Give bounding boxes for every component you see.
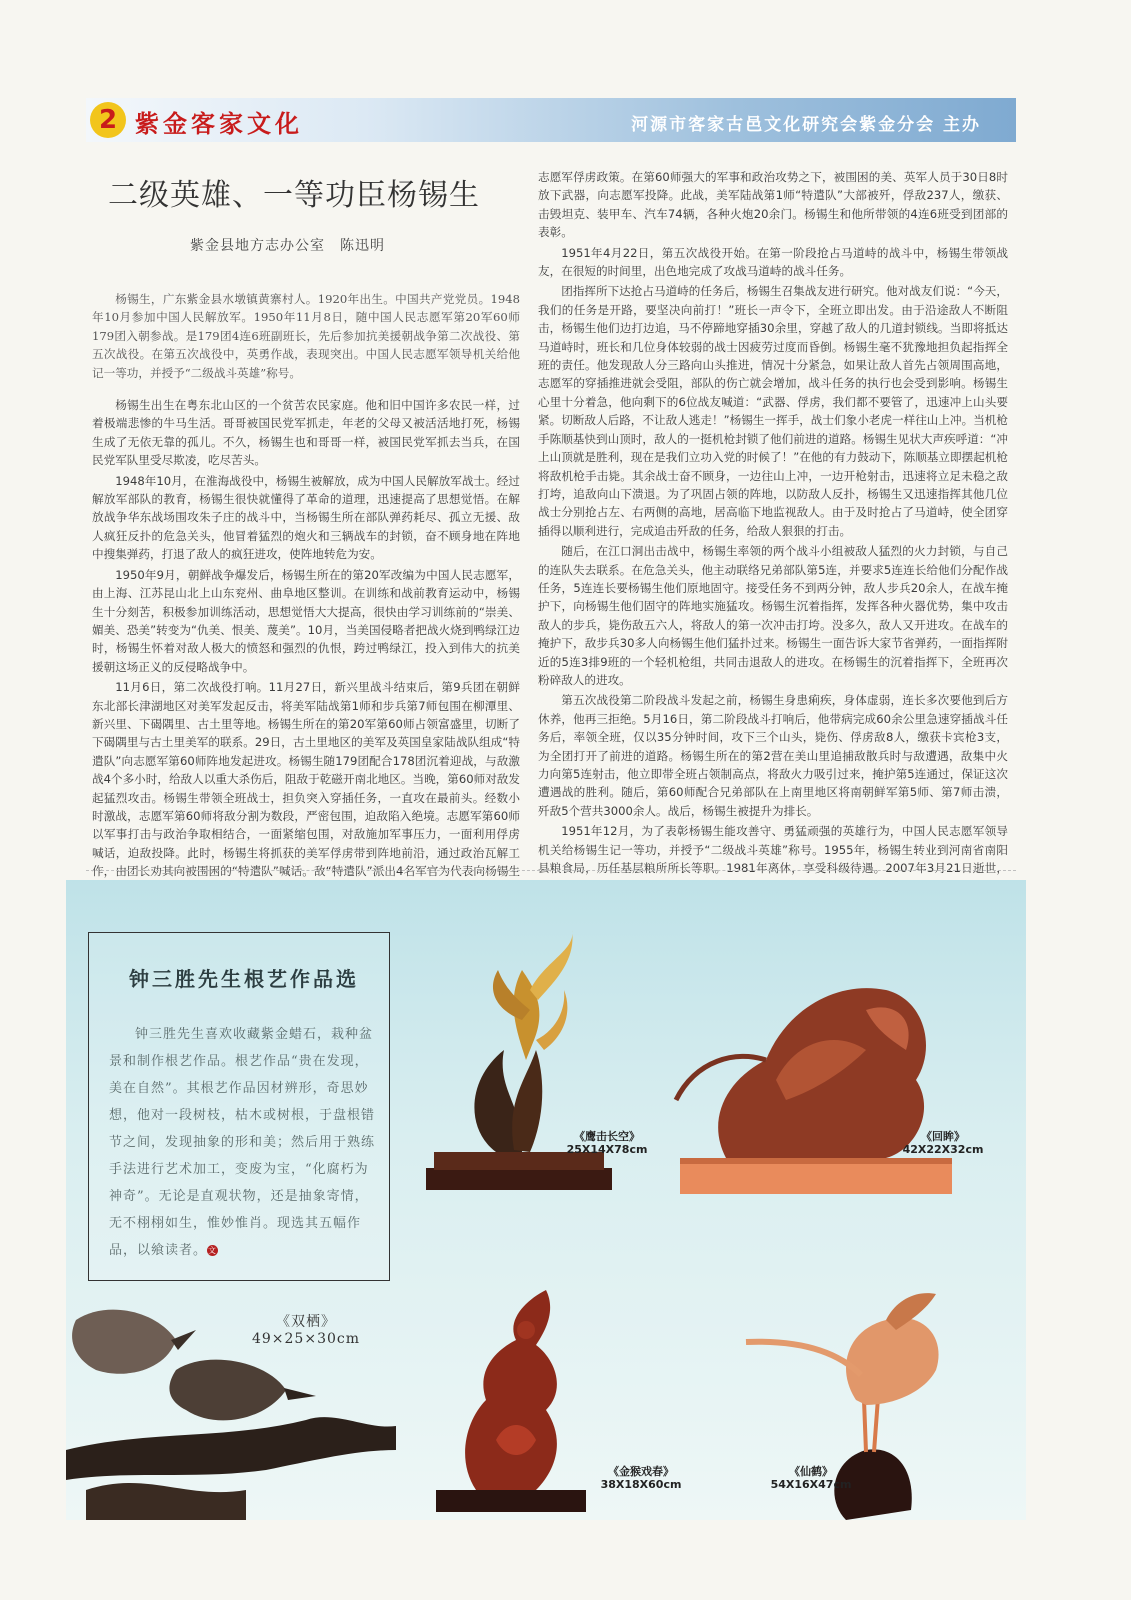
look-back-sculpture-photo	[666, 930, 966, 1200]
article-paragraph: 志愿军俘虏政策。在第60师强大的军事和政治攻势之下，被围困的美、英军人员于30日8时放下武器，向志愿军投降。此战，美军陆战第1师“特遣队”大部被歼，俘敌237人，缴获、击毁坦克、装甲车、汽车74辆，各种火炮20余门。杨锡生和他所带领的4连6班受到团部的表彰。	[538, 170, 1008, 240]
article-paragraph: 1948年10月，在淮海战役中，杨锡生被解放，成为中国人民解放军战士。经过解放军部队的教育，杨锡生很快就懂得了革命的道理，迅速提高了思想觉悟。在解放战争华东战场围攻朱子庄的战斗中，当杨锡生所在部队弹药耗尽、孤立无援、敌人疯狂反扑的危急关头，他冒着猛烈的炮火和三辆战车的封锁，奋不顾身地在阵地中搜集弹药，打退了敌人的疯狂进攻，使阵地转危为安。	[92, 473, 520, 562]
article-paragraph: 第五次战役第二阶段战斗发起之前，杨锡生身患痢疾，身体虚弱，连长多次要他到后方休养，他再三拒绝。5月16日，第二阶段战斗打响后，他带病完成60余公里急速穿插战斗任务后，率领全班，仅以35分钟时间，攻下三个山头，毙伤、俘虏敌8人，缴获卡宾枪3支，为全团打开了前进的道路。杨锡生所在的第2营在美山里追捕敌散兵时与敌遭遇，敌集中火力向第5连射击，他立即带全班占领制高点，将敌火力吸引过来，掩护第5连通过，保证这次遭遇战的胜利。随后，第60师配合兄弟部队在上南里地区将南朝鲜军第5师、第7师击溃，歼敌5个营共3000余人。战后，杨锡生被提升为排长。	[538, 693, 1008, 818]
page-number-badge: 2	[90, 102, 126, 138]
gallery-end-mark: 文	[208, 1246, 218, 1255]
article-paragraph-text: 1951年12月，为了表彰杨锡生能攻善守、勇猛顽强的英雄行为，中国人民志愿军领导机关给杨锡生记一等功，并授予“二级战斗英雄”称号。1955年，杨锡生转业到河南省南阳县粮食局，历任基层粮所所长等职。1981年离休，享受科级待遇。2007年3月21日逝世，	[538, 824, 1008, 876]
gallery-intro-text	[109, 1021, 379, 1264]
work-name: 《回眸》	[921, 1130, 965, 1143]
article-paragraph: 随后，在江口洞出击战中，杨锡生率领的两个战斗小组被敌人猛烈的火力封锁，与自己的连队失去联系。在危急关头，他主动联络兄弟部队第5连，并要求5连连长给他们分配作战任务，5连连长要杨锡生他们原地固守。接受任务不到两分钟，敌人步兵20余人，在战车掩护下，向杨锡生他们固守的阵地实施猛攻。杨锡生沉着指挥，发挥各种火器优势，集中攻击敌人的步兵，毙伤敌五六人，将敌人的第一次冲击打垮。没多久，敌人又开进攻。在战车的掩护下，敌步兵30多人向杨锡生他们猛扑过来。杨锡生一面告诉大家节省弹药，一面指挥附近的5连3排9班的一个轻机枪组，共同击退敌人的进攻。在杨锡生的沉着指挥下，全班再次粉碎敌人的进攻。	[538, 544, 1008, 687]
gallery-title: 钟三胜先生根艺作品选	[129, 967, 359, 991]
work-size: 49×25×30cm	[251, 1331, 361, 1347]
article-column-left	[92, 290, 520, 879]
work-caption-look-back	[888, 1130, 998, 1156]
work-size: 38X18X60cm	[600, 1478, 682, 1491]
work-size: 42X22X32cm	[902, 1143, 984, 1156]
work-caption-perching-birds	[236, 1314, 376, 1348]
work-name: 《金猴戏春》	[608, 1465, 674, 1478]
gallery-intro-box	[88, 932, 390, 1281]
root-art-gallery	[66, 880, 1026, 1520]
work-caption-golden-monkey	[586, 1465, 696, 1491]
work-name: 《双栖》	[276, 1314, 336, 1330]
article-title: 二级英雄、一等功臣杨锡生	[108, 178, 480, 213]
article-lead: 杨锡生，广东紫金县水墩镇黄寨村人。1920年出生。中国共产党党员。1948年10月参加中国人民解放军。1950年11月8日，随中国人民志愿军第20军60师179团入朝参战。是179团4连6班副班长，先后参加抗美援朝战争第二次战役、第五次战役。在第五次战役中，英勇作战，表现突出。中国人民志愿军领导机关给他记一等功，并授予“二级战斗英雄”称号。	[92, 292, 520, 380]
article-byline: 紫金县地方志办公室 陈迅明	[190, 238, 385, 254]
sponsor-line: 河源市客家古邑文化研究会紫金分会 主办	[631, 115, 981, 135]
article-paragraph: 11月6日，第二次战役打响。11月27日，新兴里战斗结束后，第9兵团在朝鲜东北部长津湖地区对美军发起反击，将美军陆战第1师和步兵第7师包围在柳潭里、新兴里、下碣隅里、古土里等地。杨锡生所在的第20军第60师占领富盛里，切断了下碣隅里与古土里美军的联系。29日，古土里地区的美军及英国皇家陆战队组成“特遣队”向志愿军第60师阵地发起进攻。杨锡生随179团配合178团沉着迎战，与敌激战4个多小时，给敌人以重大杀伤后，阻敌于乾磁开南北地区。当晚，第60师对敌发起猛烈攻击。杨锡生带领全班战士，担负突入穿插任务，一直攻在最前头。经数小时激战，志愿军第60师将敌分割为数段，严密包围，迫敌陷入绝境。志愿军第60师以军事打击与政治争取相结合，一面紧缩包围，对敌施加军事压力，一面利用俘虏喊话，迫敌投降。此时，杨锡生将抓获的美军俘虏带到阵地前沿，通过政治瓦解工作，由团长劝其向被围困的“特遣队”喊话。敌“特遣队”派出4名军官为代表向杨锡生	[92, 680, 520, 879]
work-name: 《仙鹤》	[789, 1465, 833, 1478]
section-divider	[86, 870, 1016, 871]
article-paragraph: 团指挥所下达抢占马道峙的任务后，杨锡生召集战友进行研究。他对战友们说：“今天，我们的任务是开路，要坚决向前打！”班长一声令下，全班立即出发。由于沿途敌人不断阻击，杨锡生他们边打边追，马不停蹄地穿插30余里，穿越了敌人的几道封锁线。当即将抵达马道峙时，班长和几位身体较弱的战士因疲劳过度而昏倒。杨锡生毫不犹豫地担负起指挥全班的责任。他发现敌人分三路向山头推进，情况十分紧急，如果让敌人首先占领周围高地，志愿军的穿插推进就会受阻，部队的伤亡就会增加，战斗任务的执行也会受到影响。杨锡生心里十分着急，他向剩下的6位战友喊道：“武器、俘虏，我们都不要管了，迅速冲上山头要紧。切断敌人后路，不让敌人逃走！”杨锡生一挥手，战士们象小老虎一样往山上冲。当机枪手陈顺基快到山顶时，敌人的一挺机枪封锁了他们前进的道路。杨锡生见状大声疾呼道：“冲上山顶就是胜利，现在是我们立功入党的时候了！”在他的有力鼓动下，陈顺基立即摆起机枪将敌机枪手击毙。其余战士奋不顾身，一边往山上冲，一边开枪射击，迅速将立足未稳之敌打垮，追敌向山下溃退。为了巩固占领的阵地，以防敌人反扑，杨锡生又迅速指挥其他几位战士分别抢占左、右两侧的高地，居高临下地监视敌人。由于及时抢占了马道峙，使全团穿插得以顺利进行，完成追击歼敌的任务，给敌人狠狠的打击。	[538, 284, 1008, 538]
work-name: 《鹰击长空》	[574, 1130, 640, 1143]
article-paragraph: 1951年4月22日，第五次战役开始。在第一阶段抢占马道峙的战斗中，杨锡生带领战友，在很短的时间里，出色地完成了攻战马道峙的战斗任务。	[538, 245, 1008, 279]
article-paragraph: 杨锡生出生在粤东北山区的一个贫苦农民家庭。他和旧中国许多农民一样，过着极端悲惨的牛马生活。哥哥被国民党军抓走，年老的父母又被活活地打死，杨锡生成了无依无靠的孤儿。不久，杨锡生也和哥哥一样，被国民党军抓去当兵，在国民党军队里受尽欺凌，吃尽苦头。	[92, 398, 520, 468]
work-caption-crane	[756, 1465, 866, 1491]
work-size: 25X14X78cm	[566, 1143, 648, 1156]
article-paragraph: 1950年9月，朝鲜战争爆发后，杨锡生所在的第20军改编为中国人民志愿军，由上海、江苏昆山北上山东兖州、曲阜地区整训。在训练和战前教育运动中，杨锡生十分刻苦，积极参加训练活动，思想觉悟大大提高，很快由学习训练前的“崇美、媚美、恐美”转变为“仇美、恨美、蔑美”。10月，当美国侵略者把战火烧到鸭绿江边时，杨锡生怀着对敌人极大的愤怒和强烈的仇恨，跨过鸭绿江，投入到伟大的抗美援朝这场正义的反侵略战争中。	[92, 567, 520, 674]
article-column-right	[538, 168, 1008, 876]
gallery-intro-body: 钟三胜先生喜欢收藏紫金蜡石，栽种盆景和制作根艺作品。根艺作品“贵在发现，美在自然”。其根艺作品因材辨形，奇思妙想，他对一段树枝，枯木或树根，于盘根错节之间，发现抽象的形和美；然后用于熟练手法进行艺术加工，变废为宝，“化腐朽为神奇”。无论是直观状物，还是抽象寄情，无不栩栩如生，惟妙惟肖。现选其五幅作品，以飨读者。	[109, 1027, 376, 1258]
work-caption-eagle	[552, 1130, 662, 1156]
work-size: 54X16X47cm	[770, 1478, 852, 1491]
section-title: 紫金客家文化	[135, 109, 303, 138]
eagle-sculpture-photo	[426, 930, 636, 1210]
